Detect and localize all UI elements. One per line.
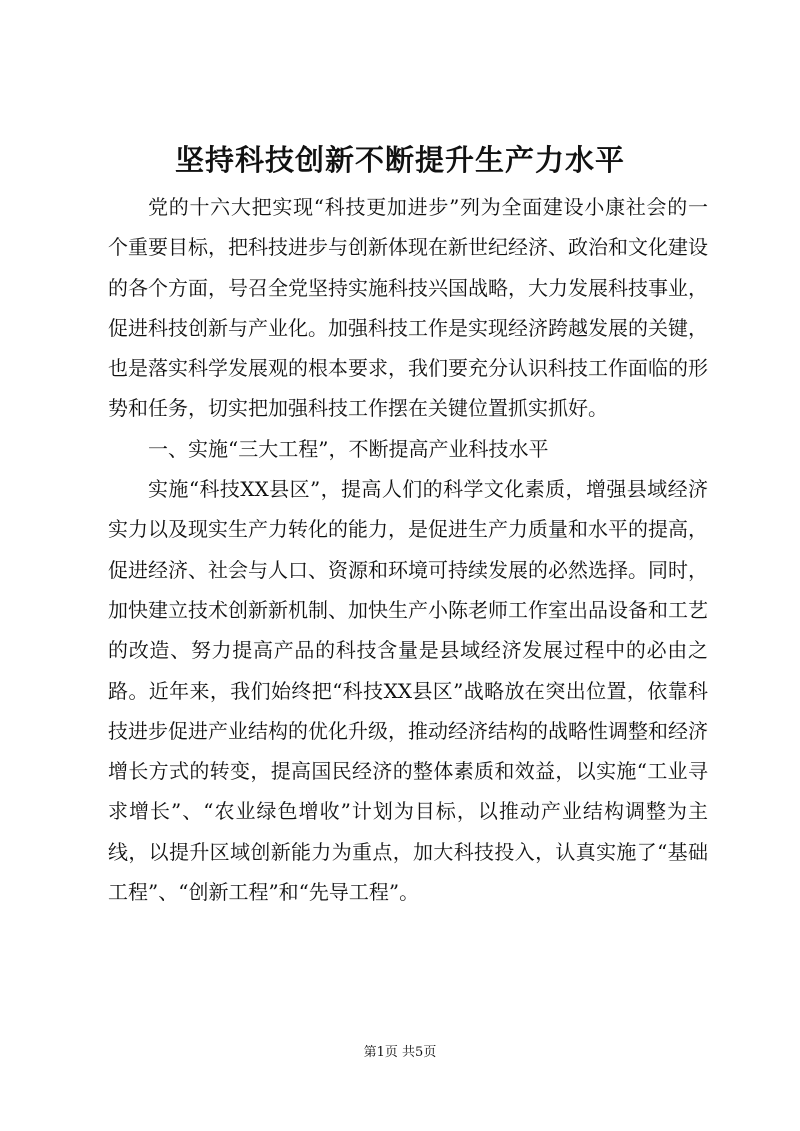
- page-number: 第1页 共5页: [363, 1045, 437, 1060]
- document-body: [108, 187, 708, 912]
- section-heading: 一、实施“三大工程”，不断提高产业科技水平: [148, 436, 549, 461]
- document-title: 坚持科技创新不断提升生产力水平: [174, 143, 625, 177]
- paragraph-section-body: 实施“科技XX县区”，提高人们的科学文化素质，增强县域经济实力以及现实生产力转化的能力，是促进生产力质量和水平的提高，促进经济、社会与人口、资源和环境可持续发展的必然选择。同时，加快建立技术创新新机制、加快生产小陈老师工作室出品设备和工艺的改造、努力提高产品的科技含量是县域经济发展过程中的必由之路。近年来，我们始终把“科技XX县区”战略放在突出位置，依靠科技进步促进产业结构的优化升级，推动经济结构的战略性调整和经济增长方式的转变，提高国民经济的整体素质和效益，以实施“工业寻求增长”、“农业绿色增收”计划为目标，以推动产业结构调整为主线，以提升区域创新能力为重点，加大科技投入，认真实施了“基础工程”、“创新工程”和“先导工程”。: [108, 477, 708, 905]
- paragraph-intro: 党的十六大把实现“科技更加进步”列为全面建设小康社会的一个重要目标，把科技进步与创新体现在新世纪经济、政治和文化建设的各个方面，号召全党坚持实施科技兴国战略，大力发展科技事业，促进科技创新与产业化。加强科技工作是实现经济跨越发展的关键，也是落实科学发展观的根本要求，我们要充分认识科技工作面临的形势和任务，切实把加强科技工作摆在关键位置抓实抓好。: [108, 195, 708, 421]
